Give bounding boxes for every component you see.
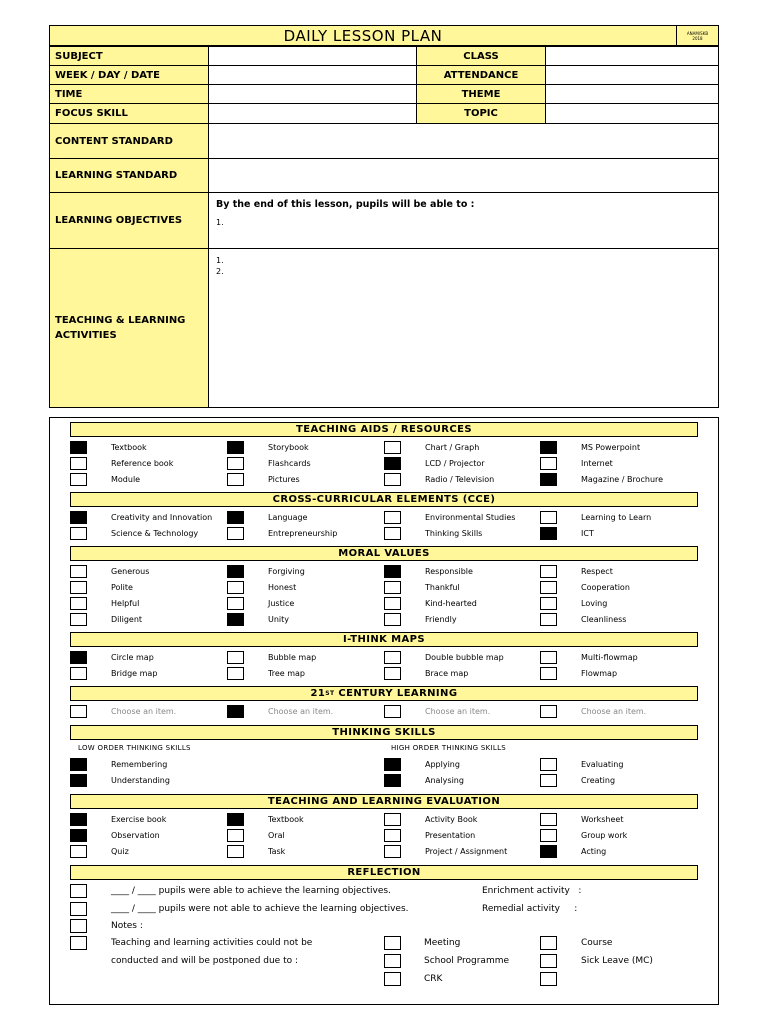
aid-ms-powerpoint-checkbox[interactable]: [540, 441, 557, 454]
eval-project-assignment-label: Project / Assignment: [425, 847, 508, 856]
moral-justice-label: Justice: [268, 599, 295, 608]
thinking-analysing-checkbox[interactable]: [384, 774, 401, 787]
eval-activity-book-checkbox[interactable]: [384, 813, 401, 826]
meeting-checkbox[interactable]: [384, 936, 401, 950]
ithink-flowmap-label: Flowmap: [581, 669, 618, 678]
content-standard-label: CONTENT STANDARD: [49, 123, 209, 159]
c21-title-rest: CENTURY LEARNING: [334, 688, 458, 699]
eval-group-work-checkbox[interactable]: [540, 829, 557, 842]
aid-reference-book-checkbox[interactable]: [70, 457, 87, 470]
subject-label: SUBJECT: [49, 46, 209, 66]
moral-helpful-checkbox[interactable]: [70, 597, 87, 610]
eval-acting-label: Acting: [581, 847, 607, 856]
eval-textbook-label: Textbook: [268, 815, 304, 824]
cce-science-technology-label: Science & Technology: [111, 529, 199, 538]
c21-choose-an-item-checkbox[interactable]: [384, 705, 401, 718]
c21-choose-an-item-checkbox[interactable]: [540, 705, 557, 718]
moral-generous-label: Generous: [111, 567, 150, 576]
cce-ict-label: ICT: [581, 529, 594, 538]
moral-respect-label: Respect: [581, 567, 613, 576]
tla-label-line1: TEACHING & LEARNING: [55, 315, 186, 326]
moral-forgiving-label: Forgiving: [268, 567, 305, 576]
eval-project-assignment-checkbox[interactable]: [384, 845, 401, 858]
eval-textbook-checkbox[interactable]: [227, 813, 244, 826]
ithink-circle-map-checkbox[interactable]: [70, 651, 87, 664]
cce-entrepreneurship-checkbox[interactable]: [227, 527, 244, 540]
low-order-label: LOW ORDER THINKING SKILLS: [78, 744, 191, 752]
eval-exercise-book-checkbox[interactable]: [70, 813, 87, 826]
thinking-creating-label: Creating: [581, 776, 616, 785]
cce-creativity-and-innovation-checkbox[interactable]: [70, 511, 87, 524]
cce-learning-to-learn-label: Learning to Learn: [581, 513, 652, 522]
moral-justice-checkbox[interactable]: [227, 597, 244, 610]
cce-environmental-studies-label: Environmental Studies: [425, 513, 516, 522]
eval-observation-checkbox[interactable]: [70, 829, 87, 842]
moral-honest-label: Honest: [268, 583, 297, 592]
thinking-remembering-label: Remembering: [111, 760, 168, 769]
tla-item-2: 2.: [216, 267, 224, 276]
learning-standard-field[interactable]: [208, 158, 719, 193]
c21-choose-an-item-label: Choose an item.: [581, 707, 647, 716]
remedial-label: Remedial activity :: [482, 904, 578, 914]
moral-values-header: MORAL VALUES: [70, 546, 698, 561]
postponed-text-line1: Teaching and learning activities could not be: [111, 938, 313, 948]
cce-entrepreneurship-label: Entrepreneurship: [268, 529, 338, 538]
page-title-bar: [49, 25, 677, 46]
c21-title-main: 21: [310, 688, 326, 699]
eval-worksheet-checkbox[interactable]: [540, 813, 557, 826]
aid-textbook-checkbox[interactable]: [70, 441, 87, 454]
thinking-analysing-label: Analysing: [425, 776, 464, 785]
moral-polite-label: Polite: [111, 583, 133, 592]
moral-friendly-checkbox[interactable]: [384, 613, 401, 626]
subject-field[interactable]: [208, 46, 417, 66]
aid-lcd-projector-label: LCD / Projector: [425, 459, 485, 468]
learning-standard-label: LEARNING STANDARD: [49, 158, 209, 193]
moral-generous-checkbox[interactable]: [70, 565, 87, 578]
thinking-skills-header: THINKING SKILLS: [70, 725, 698, 740]
moral-honest-checkbox[interactable]: [227, 581, 244, 594]
school-programme-label: School Programme: [424, 956, 510, 966]
cce-creativity-and-innovation-label: Creativity and Innovation: [111, 513, 213, 522]
moral-diligent-checkbox[interactable]: [70, 613, 87, 626]
postponed-text-line2: conducted and will be postponed due to :: [111, 956, 299, 966]
attendance-label: ATTENDANCE: [416, 65, 546, 85]
thinking-remembering-checkbox[interactable]: [70, 758, 87, 771]
thinking-evaluating-checkbox[interactable]: [540, 758, 557, 771]
learning-objectives-label: LEARNING OBJECTIVES: [49, 192, 209, 249]
ithink-header: I-THINK MAPS: [70, 632, 698, 647]
eval-presentation-checkbox[interactable]: [384, 829, 401, 842]
moral-unity-label: Unity: [268, 615, 290, 624]
moral-responsible-label: Responsible: [425, 567, 473, 576]
aid-storybook-label: Storybook: [268, 443, 309, 452]
notes-label: Notes :: [111, 921, 143, 931]
aid-module-label: Module: [111, 475, 141, 484]
other-reason-checkbox[interactable]: [540, 972, 557, 986]
topic-label: TOPIC: [416, 103, 546, 124]
aid-flashcards-label: Flashcards: [268, 459, 311, 468]
crk-label: CRK: [424, 974, 443, 984]
aid-storybook-checkbox[interactable]: [227, 441, 244, 454]
form-code: [676, 25, 719, 46]
tla-label-line2: ACTIVITIES: [55, 330, 117, 341]
moral-cleanliness-label: Cleanliness: [581, 615, 627, 624]
form-code-line2: 2018: [692, 35, 703, 41]
moral-friendly-label: Friendly: [425, 615, 457, 624]
moral-cooperation-checkbox[interactable]: [540, 581, 557, 594]
moral-cooperation-label: Cooperation: [581, 583, 630, 592]
eval-task-label: Task: [268, 847, 286, 856]
ithink-bridge-map-label: Bridge map: [111, 669, 158, 678]
aid-lcd-projector-checkbox[interactable]: [384, 457, 401, 470]
moral-diligent-label: Diligent: [111, 615, 143, 624]
aid-module-checkbox[interactable]: [70, 473, 87, 486]
notes-checkbox[interactable]: [70, 919, 87, 933]
moral-unity-checkbox[interactable]: [227, 613, 244, 626]
focus-skill-label: FOCUS SKILL: [49, 103, 209, 124]
focus-skill-field[interactable]: [208, 103, 417, 124]
cce-environmental-studies-checkbox[interactable]: [384, 511, 401, 524]
aid-internet-label: Internet: [581, 459, 613, 468]
aid-radio-television-label: Radio / Television: [425, 475, 495, 484]
cce-thinking-skills-checkbox[interactable]: [384, 527, 401, 540]
thinking-creating-checkbox[interactable]: [540, 774, 557, 787]
learning-objectives-field[interactable]: [208, 192, 719, 249]
teaching-aids-header: TEACHING AIDS / RESOURCES: [70, 422, 698, 437]
class-label: CLASS: [416, 46, 546, 66]
cce-science-technology-checkbox[interactable]: [70, 527, 87, 540]
moral-kind-hearted-label: Kind-hearted: [425, 599, 477, 608]
school-programme-checkbox[interactable]: [384, 954, 401, 968]
eval-group-work-label: Group work: [581, 831, 628, 840]
ithink-circle-map-label: Circle map: [111, 653, 154, 662]
aid-magazine-brochure-checkbox[interactable]: [540, 473, 557, 486]
sick-leave-checkbox[interactable]: [540, 954, 557, 968]
thinking-evaluating-label: Evaluating: [581, 760, 624, 769]
eval-exercise-book-label: Exercise book: [111, 815, 167, 824]
aid-magazine-brochure-label: Magazine / Brochure: [581, 475, 664, 484]
evaluation-header: TEACHING AND LEARNING EVALUATION: [70, 794, 698, 809]
postponed-checkbox[interactable]: [70, 936, 87, 950]
time-field[interactable]: [208, 84, 417, 104]
cce-learning-to-learn-checkbox[interactable]: [540, 511, 557, 524]
aid-chart-graph-checkbox[interactable]: [384, 441, 401, 454]
topic-field[interactable]: [545, 103, 719, 124]
ithink-multi-flowmap-checkbox[interactable]: [540, 651, 557, 664]
c21-header: 21 ST CENTURY LEARNING: [70, 686, 698, 701]
form-code-line1: ANAM/SKB: [686, 30, 709, 36]
high-order-label: HIGH ORDER THINKING SKILLS: [391, 744, 507, 752]
class-field[interactable]: [545, 46, 719, 66]
week-label: WEEK / DAY / DATE: [49, 65, 209, 85]
thinking-understanding-checkbox[interactable]: [70, 774, 87, 787]
eval-worksheet-label: Worksheet: [581, 815, 624, 824]
page-title: DAILY LESSON PLAN: [283, 26, 443, 45]
aid-radio-television-checkbox[interactable]: [384, 473, 401, 486]
eval-observation-label: Observation: [111, 831, 160, 840]
moral-thankful-label: Thankful: [425, 583, 460, 592]
thinking-applying-label: Applying: [425, 760, 460, 769]
ithink-bubble-map-checkbox[interactable]: [227, 651, 244, 664]
cce-ict-checkbox[interactable]: [540, 527, 557, 540]
moral-respect-checkbox[interactable]: [540, 565, 557, 578]
reflection-not-achieved-checkbox[interactable]: [70, 902, 87, 916]
ithink-tree-map-label: Tree map: [268, 669, 305, 678]
moral-responsible-checkbox[interactable]: [384, 565, 401, 578]
theme-field[interactable]: [545, 84, 719, 104]
tla-field[interactable]: [208, 248, 719, 408]
aid-chart-graph-label: Chart / Graph: [425, 443, 480, 452]
ithink-multi-flowmap-label: Multi-flowmap: [581, 653, 638, 662]
c21-choose-an-item-checkbox[interactable]: [227, 705, 244, 718]
aid-internet-checkbox[interactable]: [540, 457, 557, 470]
aid-textbook-label: Textbook: [111, 443, 147, 452]
reflection-not-achieved-text: ____ / ____ pupils were not able to achieve the learning objectives.: [111, 904, 409, 914]
c21-choose-an-item-checkbox[interactable]: [70, 705, 87, 718]
moral-thankful-checkbox[interactable]: [384, 581, 401, 594]
attendance-field[interactable]: [545, 65, 719, 85]
eval-quiz-checkbox[interactable]: [70, 845, 87, 858]
ithink-flowmap-checkbox[interactable]: [540, 667, 557, 680]
ithink-double-bubble-map-label: Double bubble map: [425, 653, 504, 662]
cce-language-label: Language: [268, 513, 308, 522]
eval-acting-checkbox[interactable]: [540, 845, 557, 858]
moral-loving-checkbox[interactable]: [540, 597, 557, 610]
c21-choose-an-item-label: Choose an item.: [111, 707, 177, 716]
course-label: Course: [581, 938, 613, 948]
tla-label: [49, 248, 209, 408]
ithink-brace-map-checkbox[interactable]: [384, 667, 401, 680]
eval-quiz-label: Quiz: [111, 847, 129, 856]
theme-label: THEME: [416, 84, 546, 104]
cce-thinking-skills-label: Thinking Skills: [425, 529, 483, 538]
content-standard-field[interactable]: [208, 123, 719, 159]
moral-loving-label: Loving: [581, 599, 608, 608]
cce-language-checkbox[interactable]: [227, 511, 244, 524]
ithink-brace-map-label: Brace map: [425, 669, 469, 678]
reflection-achieved-text: ____ / ____ pupils were able to achieve the learning objectives.: [111, 886, 391, 896]
eval-presentation-label: Presentation: [425, 831, 476, 840]
ithink-tree-map-checkbox[interactable]: [227, 667, 244, 680]
thinking-applying-checkbox[interactable]: [384, 758, 401, 771]
ithink-bridge-map-checkbox[interactable]: [70, 667, 87, 680]
moral-helpful-label: Helpful: [111, 599, 140, 608]
course-checkbox[interactable]: [540, 936, 557, 950]
aid-reference-book-label: Reference book: [111, 459, 174, 468]
objectives-item-1: 1.: [216, 218, 224, 227]
tla-item-1: 1.: [216, 256, 224, 265]
eval-oral-label: Oral: [268, 831, 285, 840]
cce-header: CROSS-CURRICULAR ELEMENTS (CCE): [70, 492, 698, 507]
moral-forgiving-checkbox[interactable]: [227, 565, 244, 578]
ithink-double-bubble-map-checkbox[interactable]: [384, 651, 401, 664]
thinking-understanding-label: Understanding: [111, 776, 170, 785]
objectives-intro: By the end of this lesson, pupils will be able to :: [216, 199, 475, 210]
week-field[interactable]: [208, 65, 417, 85]
c21-choose-an-item-label: Choose an item.: [268, 707, 334, 716]
aid-ms-powerpoint-label: MS Powerpoint: [581, 443, 641, 452]
time-label: TIME: [49, 84, 209, 104]
ithink-bubble-map-label: Bubble map: [268, 653, 317, 662]
aid-flashcards-checkbox[interactable]: [227, 457, 244, 470]
aid-pictures-checkbox[interactable]: [227, 473, 244, 486]
moral-kind-hearted-checkbox[interactable]: [384, 597, 401, 610]
eval-task-checkbox[interactable]: [227, 845, 244, 858]
sick-leave-label: Sick Leave (MC): [581, 956, 653, 966]
moral-polite-checkbox[interactable]: [70, 581, 87, 594]
reflection-achieved-checkbox[interactable]: [70, 884, 87, 898]
eval-oral-checkbox[interactable]: [227, 829, 244, 842]
reflection-header: REFLECTION: [70, 865, 698, 880]
crk-checkbox[interactable]: [384, 972, 401, 986]
eval-activity-book-label: Activity Book: [425, 815, 478, 824]
aid-pictures-label: Pictures: [268, 475, 300, 484]
enrichment-label: Enrichment activity :: [482, 886, 582, 896]
moral-cleanliness-checkbox[interactable]: [540, 613, 557, 626]
meeting-label: Meeting: [424, 938, 461, 948]
c21-choose-an-item-label: Choose an item.: [425, 707, 491, 716]
